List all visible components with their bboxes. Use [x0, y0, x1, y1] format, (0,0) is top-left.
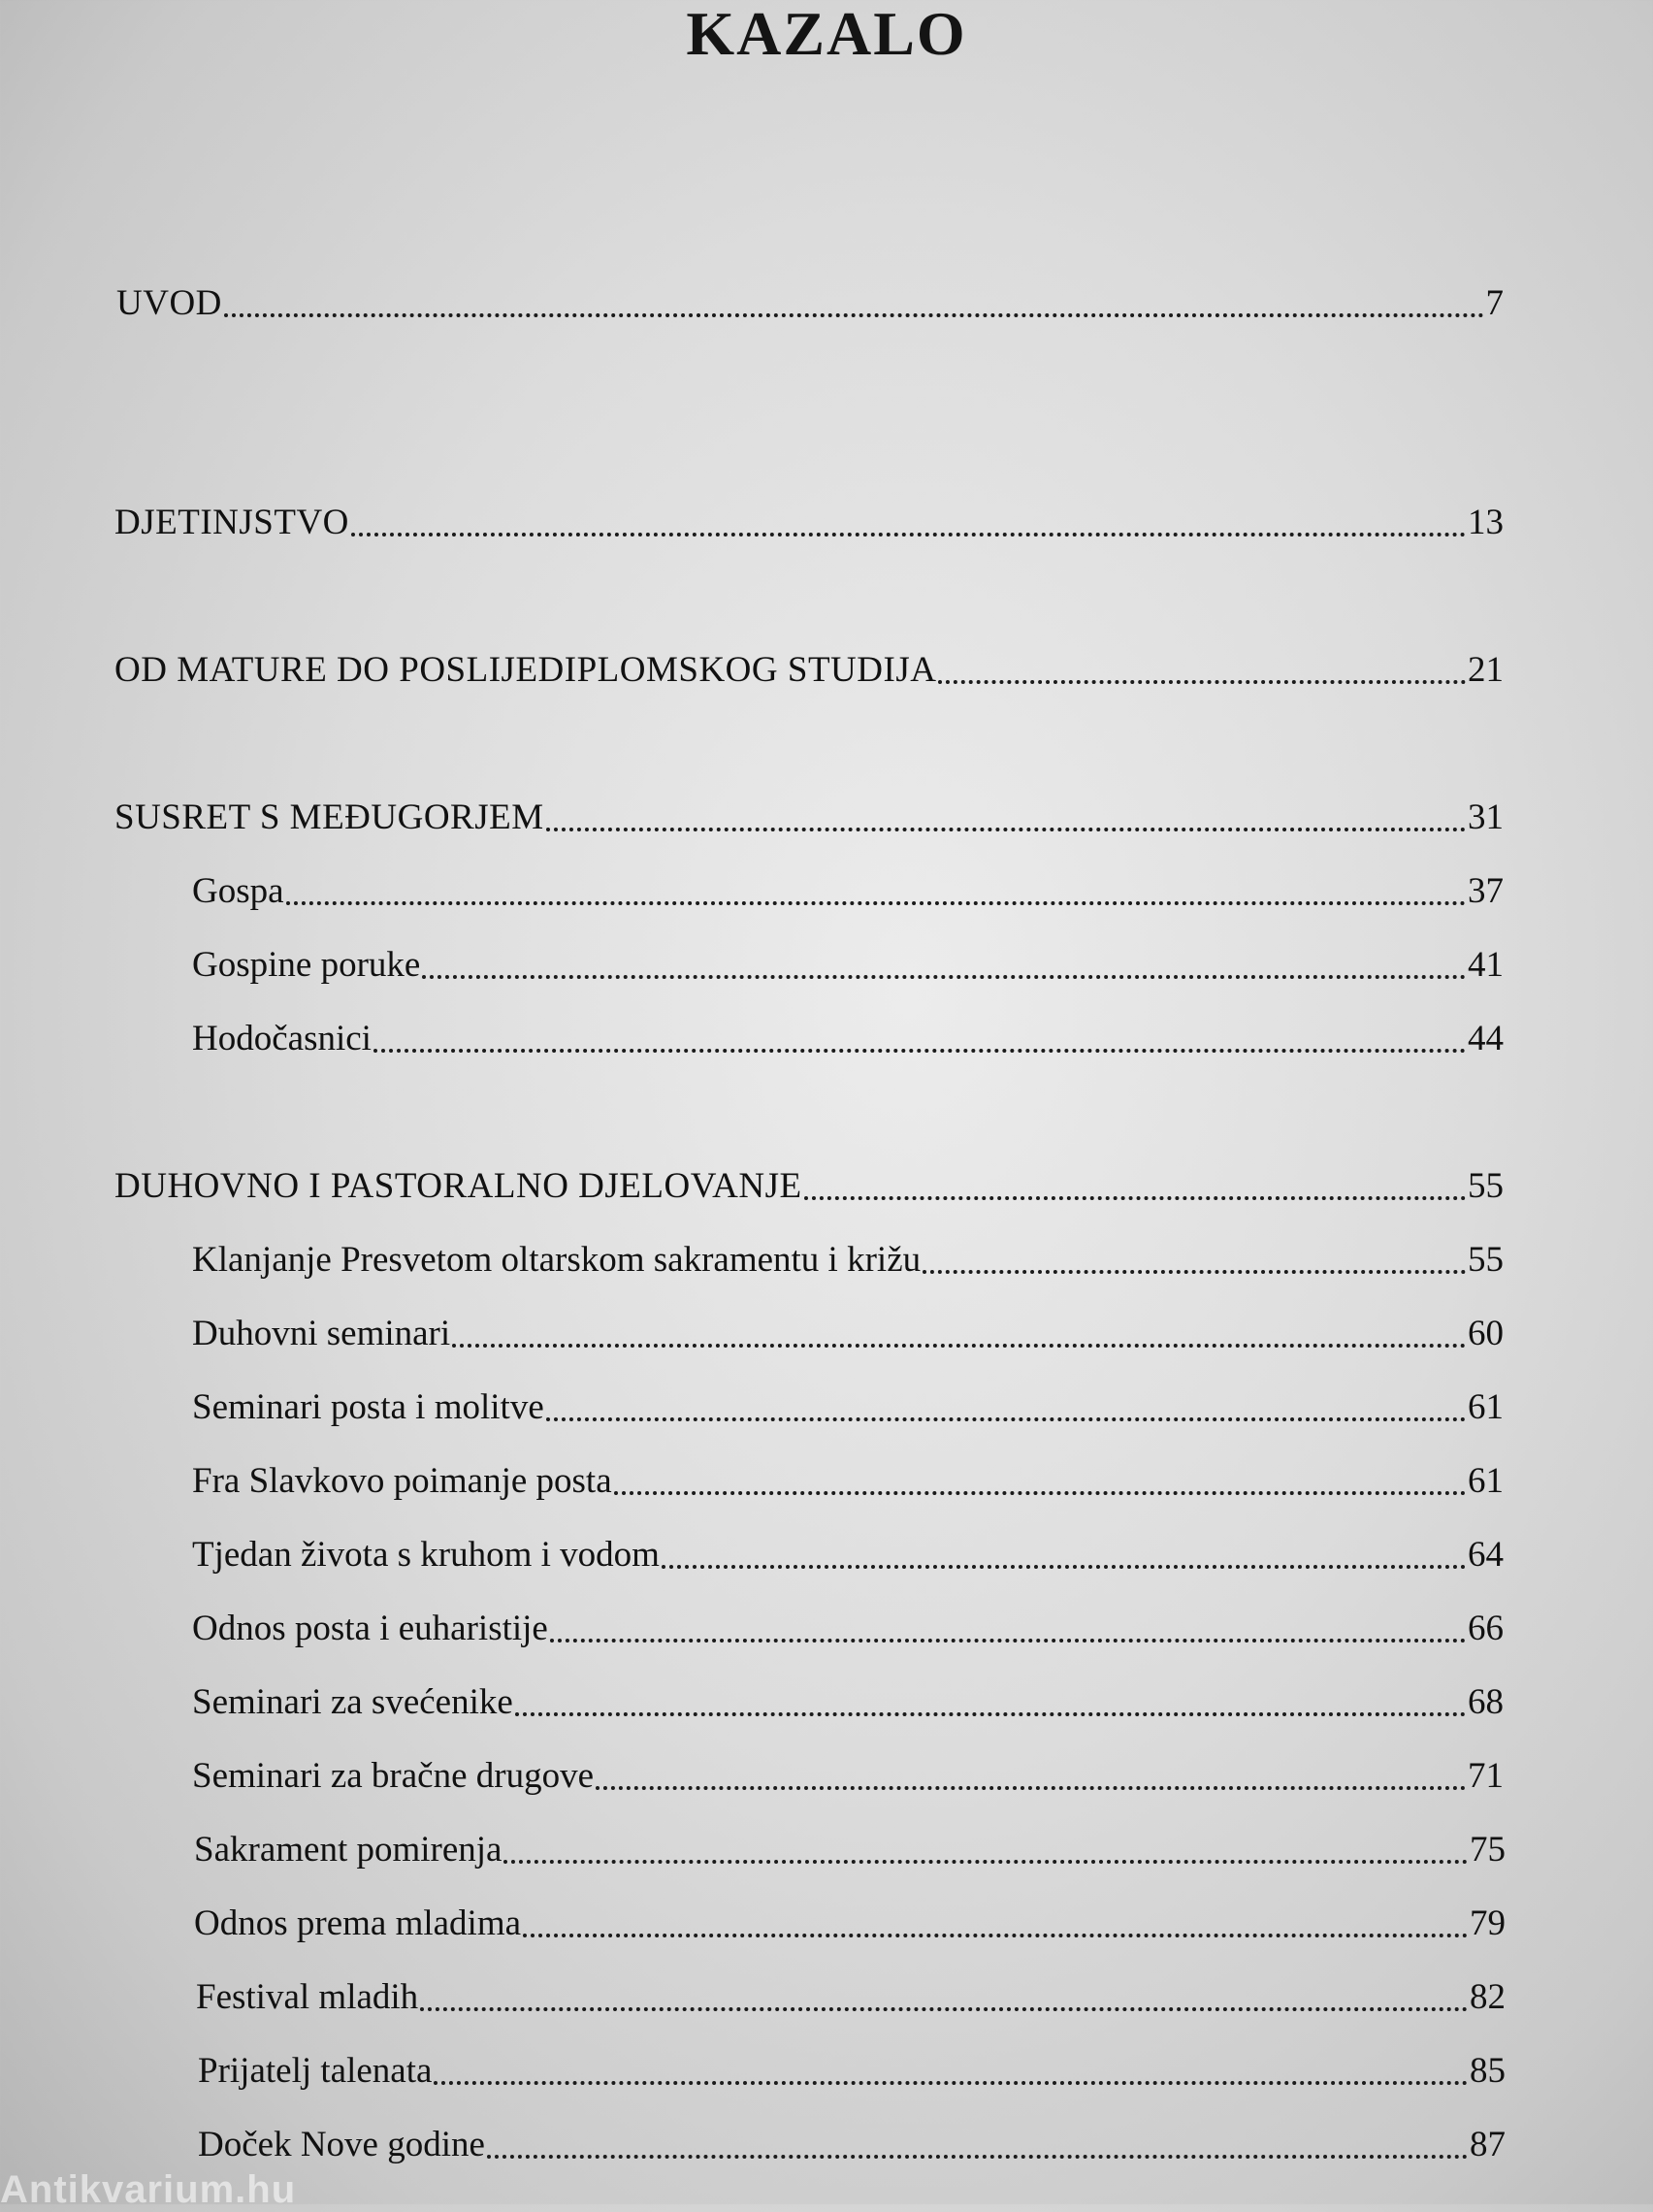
entry-page-number: 87: [1470, 2125, 1506, 2164]
toc-entry-uvod: [116, 279, 1504, 328]
toc-entry-seminari-bracne: [192, 1752, 1504, 1801]
entry-page-number: 37: [1468, 871, 1504, 911]
entry-label: Odnos prema mladima: [194, 1903, 522, 1943]
entry-page-number: 55: [1468, 1166, 1504, 1206]
dot-leader: [804, 1196, 1466, 1200]
dot-leader: [420, 2007, 1468, 2011]
entry-label: Sakrament pomirenja: [194, 1830, 502, 1870]
dot-leader: [550, 1639, 1466, 1643]
entry-page-number: 41: [1468, 945, 1504, 985]
entry-page-number: 75: [1470, 1830, 1506, 1870]
dot-leader: [434, 2081, 1468, 2085]
entry-label: SUSRET S MEĐUGORJEM: [114, 797, 544, 837]
dot-leader: [422, 975, 1466, 979]
entry-label: Festival mladih: [196, 1977, 419, 2017]
entry-label: Doček Nove godine: [198, 2125, 485, 2164]
toc-entry-odnos-posta: [192, 1605, 1504, 1653]
toc-entry-sakrament-pomirenja: [194, 1826, 1506, 1874]
dot-leader: [515, 1712, 1466, 1716]
entry-label: Odnos posta i euharistije: [192, 1609, 548, 1648]
toc-entry-seminari-posta: [192, 1383, 1504, 1432]
entry-label: Tjedan života s kruhom i vodom: [192, 1535, 660, 1575]
dot-leader: [286, 901, 1466, 905]
entry-label: Klanjanje Presvetom oltarskom sakramentu i križu: [192, 1240, 922, 1280]
toc-entry-odnos-mladima: [194, 1900, 1506, 1948]
entry-label: DJETINJSTVO: [114, 503, 349, 542]
dot-leader: [596, 1786, 1466, 1790]
toc-entry-tjedan-zivota: [192, 1531, 1504, 1579]
toc-entry-prijatelj-talenata: [198, 2047, 1506, 2096]
entry-page-number: 44: [1468, 1019, 1504, 1058]
entry-page-number: 61: [1468, 1461, 1504, 1501]
entry-label: Gospine poruke: [192, 945, 421, 985]
dot-leader: [452, 1344, 1466, 1348]
entry-page-number: 61: [1468, 1387, 1504, 1427]
dot-leader: [523, 1934, 1468, 1937]
entry-page-number: 64: [1468, 1535, 1504, 1575]
entry-label: OD MATURE DO POSLIJEDIPLOMSKOG STUDIJA: [114, 650, 937, 690]
entry-label: Duhovni seminari: [192, 1314, 451, 1353]
toc-entry-poimanje-posta: [192, 1457, 1504, 1506]
entry-label: Seminari za svećenike: [192, 1682, 513, 1722]
entry-page-number: 79: [1470, 1903, 1506, 1943]
toc-entry-djetinjstvo: [114, 499, 1504, 547]
entry-page-number: 7: [1485, 283, 1504, 323]
dot-leader: [614, 1491, 1466, 1495]
entry-label: Fra Slavkovo poimanje posta: [192, 1461, 612, 1501]
entry-page-number: 71: [1468, 1756, 1504, 1796]
entry-page-number: 68: [1468, 1682, 1504, 1722]
toc-entry-duhovni-seminari: [192, 1310, 1504, 1358]
toc-entry-docek-nove-godine: [198, 2121, 1506, 2169]
entry-label: Hodočasnici: [192, 1019, 372, 1058]
entry-page-number: 82: [1470, 1977, 1506, 2017]
entry-label: DUHOVNO I PASTORALNO DJELOVANJE: [114, 1166, 802, 1206]
toc-entry-gospa: [192, 867, 1504, 916]
dot-leader: [351, 533, 1466, 537]
entry-label: Seminari posta i molitve: [192, 1387, 544, 1427]
dot-leader: [662, 1565, 1466, 1569]
entry-label: Seminari za bračne drugove: [192, 1756, 595, 1796]
entry-page-number: 55: [1468, 1240, 1504, 1280]
dot-leader: [373, 1049, 1466, 1053]
dot-leader: [938, 680, 1466, 684]
toc-entry-gospine-poruke: [192, 941, 1504, 990]
toc-entry-susret: [114, 794, 1504, 842]
dot-leader: [503, 1860, 1468, 1864]
dot-leader: [923, 1270, 1466, 1274]
entry-page-number: 66: [1468, 1609, 1504, 1648]
toc-entry-od-mature: [114, 646, 1504, 695]
entry-page-number: 13: [1468, 503, 1504, 542]
watermark: Antikvarium.hu: [0, 2168, 297, 2211]
toc-entry-klanjanje: [192, 1236, 1504, 1285]
page-title: KAZALO: [686, 0, 967, 68]
toc-entry-duhovno: [114, 1162, 1504, 1211]
entry-page-number: 21: [1468, 650, 1504, 690]
entry-page-number: 85: [1470, 2051, 1506, 2091]
dot-leader: [546, 1417, 1466, 1421]
entry-label: UVOD: [116, 283, 222, 323]
entry-page-number: 31: [1468, 797, 1504, 837]
entry-page-number: 60: [1468, 1314, 1504, 1353]
toc-entry-hodocasnici: [192, 1015, 1504, 1063]
toc-entry-festival-mladih: [196, 1973, 1506, 2022]
toc-entry-seminari-svecenike: [192, 1678, 1504, 1727]
entry-label: Gospa: [192, 871, 284, 911]
dot-leader: [224, 313, 1484, 317]
entry-label: Prijatelj talenata: [198, 2051, 433, 2091]
dot-leader: [487, 2155, 1468, 2159]
dot-leader: [546, 828, 1466, 831]
